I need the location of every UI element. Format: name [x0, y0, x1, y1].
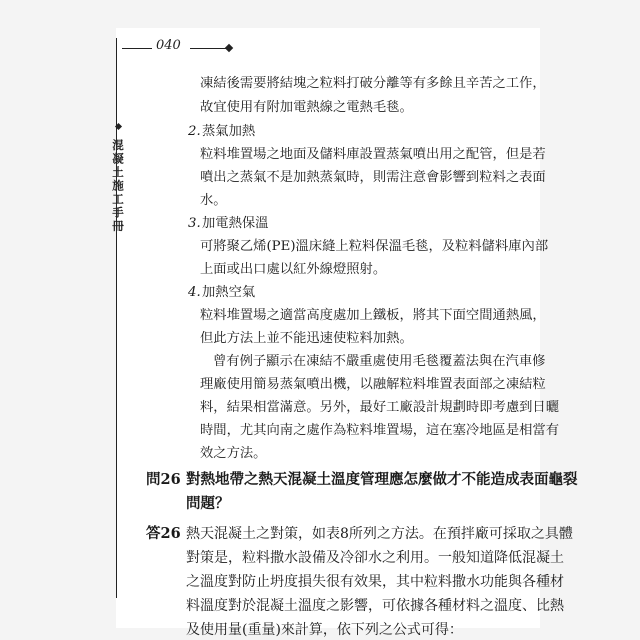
question-text: 對熱地帶之熱天混凝土溫度管理應怎麼做才不能造成表面龜裂	[186, 471, 578, 488]
answer-label: 答26	[146, 525, 181, 542]
text-line: 曾有例子顯示在凍結不嚴重處使用毛毯覆蓋法與在汽車修	[213, 354, 546, 369]
item-number: 3.	[188, 216, 201, 231]
page-header	[116, 28, 540, 68]
subheading: 加熱空氣	[202, 285, 256, 300]
text-line: 噴出之蒸氣不是加熱蒸氣時，則需注意會影響到粒料之表面	[200, 170, 546, 185]
text-line: 效之方法。	[200, 446, 267, 461]
running-title-text: 混凝土施工手冊	[111, 139, 125, 234]
header-rule-right	[190, 48, 226, 49]
text-line: 理廠使用簡易蒸氣噴出機，以融解粒料堆置表面部之凍結粒	[200, 377, 546, 392]
running-title	[106, 124, 126, 234]
text-line: 料，結果相當滿意。另外，最好工廠設計規劃時即考慮到日曬	[200, 400, 560, 415]
answer-text: 熱天混凝土之對策，如表8所列之方法。在預拌廠可採取之具體	[186, 526, 573, 542]
question-label: 問26	[146, 471, 181, 488]
text-line: 故宜使用有附加電熱線之電熱毛毯。	[200, 100, 413, 115]
margin-rule	[116, 38, 117, 598]
item-number: 2.	[188, 124, 201, 139]
answer-text: 及使用量(重量)來計算，依下列之公式可得：	[186, 622, 463, 638]
answer-text: 料溫度對於混凝土溫度之影響，可依據各種材料之溫度、比熱	[186, 598, 564, 614]
item-number: 4.	[188, 285, 201, 300]
page-number: 040	[156, 38, 181, 53]
text-line: 但此方法上並不能迅速使粒料加熱。	[200, 331, 413, 346]
text-line: 水。	[200, 193, 227, 208]
text-line: 粒料堆置場之地面及儲料庫設置蒸氣噴出用之配管，但是若	[200, 147, 546, 162]
book-page	[111, 28, 578, 638]
text-line: 可將聚乙烯(PE)溫床縫上粒料保溫毛毯，及粒料儲料庫內部	[200, 239, 549, 254]
header-diamond-icon	[225, 44, 233, 52]
text-line: 上面或出口處以紅外線燈照射。	[200, 262, 387, 277]
title-diamond-icon	[114, 123, 121, 130]
text-line: 粒料堆置場之適當高度處加上鐵板，將其下面空間通熱風，	[200, 308, 546, 323]
header-rule-left	[122, 48, 152, 49]
subheading: 加電熱保溫	[202, 216, 269, 231]
subheading: 蒸氣加熱	[202, 124, 256, 139]
text-line: 凍結後需要將結塊之粒料打破分離等有多餘且辛苦之工作，	[200, 76, 546, 91]
answer-text: 之溫度對防止坍度損失很有效果，其中粒料撒水功能與各種材	[186, 574, 564, 590]
text-line: 時間，尤其向南之處作為粒料堆置場，這在塞冷地區是相當有	[200, 423, 560, 438]
answer-text: 對策是，粒料撒水設備及冷卻水之利用。一般知道降低混凝土	[186, 550, 564, 566]
question-text: 問題？	[186, 495, 230, 512]
